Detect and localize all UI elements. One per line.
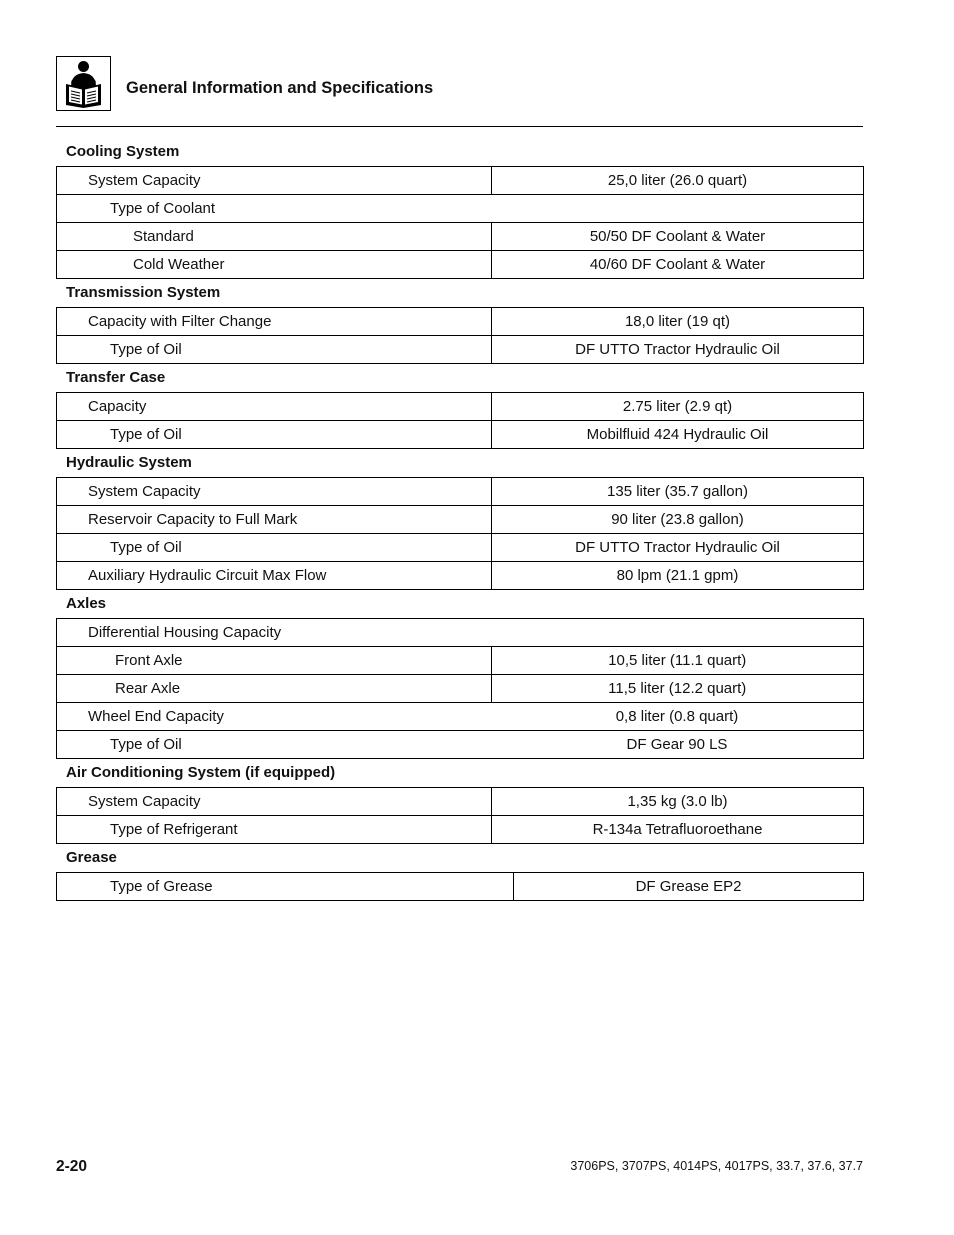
person-reading-manual-icon-graphic xyxy=(57,57,110,110)
spec-label: System Capacity xyxy=(57,788,492,816)
spec-label: Capacity with Filter Change xyxy=(57,308,492,336)
spec-row xyxy=(57,816,864,844)
spec-label: System Capacity xyxy=(57,478,492,506)
spec-label: Type of Oil xyxy=(57,534,492,562)
page-number: 2-20 xyxy=(56,1158,88,1175)
spec-label: Capacity xyxy=(57,393,492,421)
spec-label: Type of Coolant xyxy=(57,195,492,223)
spec-row xyxy=(57,223,864,251)
spec-value: 25,0 liter (26.0 quart) xyxy=(492,167,864,195)
spec-row xyxy=(57,703,864,731)
spec-label: Type of Oil xyxy=(57,731,492,759)
spec-row xyxy=(57,478,864,506)
spec-label: Standard xyxy=(57,223,492,251)
spec-label: Rear Axle xyxy=(57,675,492,703)
spec-row xyxy=(57,251,864,279)
spec-value: DF UTTO Tractor Hydraulic Oil xyxy=(492,534,864,562)
spec-table xyxy=(56,477,864,590)
spec-value: Mobilfluid 424 Hydraulic Oil xyxy=(492,421,864,449)
spec-row xyxy=(57,421,864,449)
spec-row xyxy=(57,195,864,223)
section-title: Grease xyxy=(66,849,117,866)
section-title: Transmission System xyxy=(66,284,221,301)
spec-row xyxy=(57,393,864,421)
person-reading-manual-icon xyxy=(56,56,111,111)
spec-row xyxy=(57,167,864,195)
spec-row xyxy=(57,336,864,364)
spec-value: 90 liter (23.8 gallon) xyxy=(492,506,864,534)
spec-row xyxy=(57,308,864,336)
spec-value xyxy=(492,195,864,223)
spec-label: Type of Oil xyxy=(57,421,492,449)
spec-row xyxy=(57,506,864,534)
spec-row xyxy=(57,647,864,675)
spec-label: Reservoir Capacity to Full Mark xyxy=(57,506,492,534)
spec-label: Front Axle xyxy=(57,647,492,675)
spec-table xyxy=(56,872,864,901)
spec-row xyxy=(57,788,864,816)
header-divider xyxy=(56,126,863,127)
spec-label: Cold Weather xyxy=(57,251,492,279)
spec-value: 11,5 liter (12.2 quart) xyxy=(491,675,864,703)
spec-value: DF Gear 90 LS xyxy=(491,731,864,759)
section-title: Cooling System xyxy=(66,143,180,160)
specifications-content xyxy=(56,138,864,901)
spec-row xyxy=(57,731,864,759)
spec-value: 10,5 liter (11.1 quart) xyxy=(491,647,864,675)
spec-table xyxy=(56,166,864,279)
model-list: 3706PS, 3707PS, 4014PS, 4017PS, 33.7, 37.6, 37.7 xyxy=(570,1159,863,1173)
spec-label: Type of Refrigerant xyxy=(57,816,492,844)
spec-row xyxy=(57,562,864,590)
spec-table xyxy=(56,392,864,449)
spec-label: Wheel End Capacity xyxy=(57,703,492,731)
spec-value: DF UTTO Tractor Hydraulic Oil xyxy=(492,336,864,364)
spec-value xyxy=(491,619,864,647)
spec-value: DF Grease EP2 xyxy=(514,873,864,901)
spec-value: 80 lpm (21.1 gpm) xyxy=(492,562,864,590)
section-title: Hydraulic System xyxy=(66,454,192,471)
spec-table xyxy=(56,618,864,759)
spec-label: System Capacity xyxy=(57,167,492,195)
spec-value: 1,35 kg (3.0 lb) xyxy=(492,788,864,816)
spec-value: 18,0 liter (19 qt) xyxy=(492,308,864,336)
spec-table xyxy=(56,307,864,364)
spec-value: 40/60 DF Coolant & Water xyxy=(492,251,864,279)
spec-label: Type of Oil xyxy=(57,336,492,364)
section-title: Transfer Case xyxy=(66,369,166,386)
spec-value: 2.75 liter (2.9 qt) xyxy=(492,393,864,421)
spec-table xyxy=(56,787,864,844)
section-title: Air Conditioning System (if equipped) xyxy=(66,764,336,781)
spec-label: Auxiliary Hydraulic Circuit Max Flow xyxy=(57,562,492,590)
page-header-title: General Information and Specifications xyxy=(126,79,434,97)
spec-value: 135 liter (35.7 gallon) xyxy=(492,478,864,506)
spec-row xyxy=(57,873,864,901)
spec-value: R-134a Tetrafluoroethane xyxy=(492,816,864,844)
spec-row xyxy=(57,675,864,703)
spec-row xyxy=(57,534,864,562)
spec-row xyxy=(57,619,864,647)
section-title: Axles xyxy=(66,595,107,612)
spec-value: 0,8 liter (0.8 quart) xyxy=(491,703,864,731)
spec-label: Type of Grease xyxy=(57,873,514,901)
spec-label: Differential Housing Capacity xyxy=(57,619,492,647)
spec-value: 50/50 DF Coolant & Water xyxy=(492,223,864,251)
